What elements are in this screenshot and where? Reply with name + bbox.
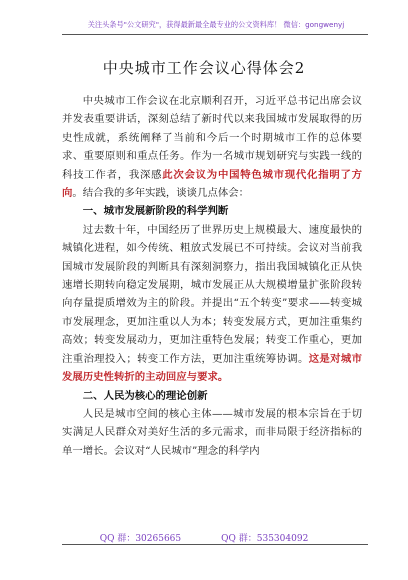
paragraph-section-1: [62, 221, 362, 387]
footer-qq-groups: [0, 531, 408, 544]
section-heading-2: 二、人民为核心的理论创新: [82, 389, 208, 402]
document-body: [62, 92, 362, 460]
section-heading-1: 一、城市发展新阶段的科学判断: [82, 205, 229, 218]
footer-divider: [62, 544, 368, 545]
footer-qq-group-1: QQ 群：30265665: [99, 534, 182, 544]
document-title: 中央城市工作会议心得体会2: [102, 59, 306, 77]
header-banner-text: 关注头条号"公文研究"，获得最新最全最专业的公文资料库！ 微信：gongwenyj: [87, 20, 345, 29]
paragraph-section-2: [62, 405, 362, 460]
paragraph-intro-text-a: 中央城市工作会议在北京顺利召开，习近平总书记出席会议并发表重要讲话，深刻总结了新时代以来我国城市发展取得的历史性成就，系统阐释了当前和今后一个时期城市工作的总体要求、重要原则和重点任务。作为一名城市规划研究与实践一线的科技工作者，我深感: [62, 95, 362, 181]
footer-qq-group-2: QQ 群：535304092: [221, 534, 309, 544]
header-divider: [62, 34, 368, 35]
paragraph-intro-highlight: 此次会议为中国特色城市现代化指明了方向: [62, 168, 362, 200]
paragraph-section-2-text: 人民是城市空间的核心主体——城市发展的根本宗旨在于切实满足人民群众对美好生活的多元需求，而非局限于经济指标的单一增长。会议对“人民城市”理念的科学内: [62, 407, 362, 457]
paragraph-intro-text-b: 。结合我的多年实践，谈谈几点体会：: [72, 187, 250, 200]
header-banner: [66, 20, 366, 30]
paragraph-section-1-highlight: 这是对城市发展历史性转折的主动回应与要求。: [62, 352, 362, 384]
paragraph-section-1-text: 过去数十年，中国经历了世界历史上规模最大、速度最快的城镇化进程，如今传统、粗放式发展已不可持续。会议对当前我国城市发展阶段的判断具有深刻洞察力，指出我国城镇化正从快速增长期转向稳定发展期，城市发展正从大规模增量扩张阶段转向存量提质增效为主的阶段。并提出“五个转变”要求——转变城市发展理念，更加注重以人为本；转变发展方式，更加注重集约高效；转变发展动力，更加注重特色发展；转变工作重心，更加注重治理投入；转变工作方法，更加注重统筹协调。: [62, 223, 362, 365]
paragraph-intro: [62, 92, 362, 202]
